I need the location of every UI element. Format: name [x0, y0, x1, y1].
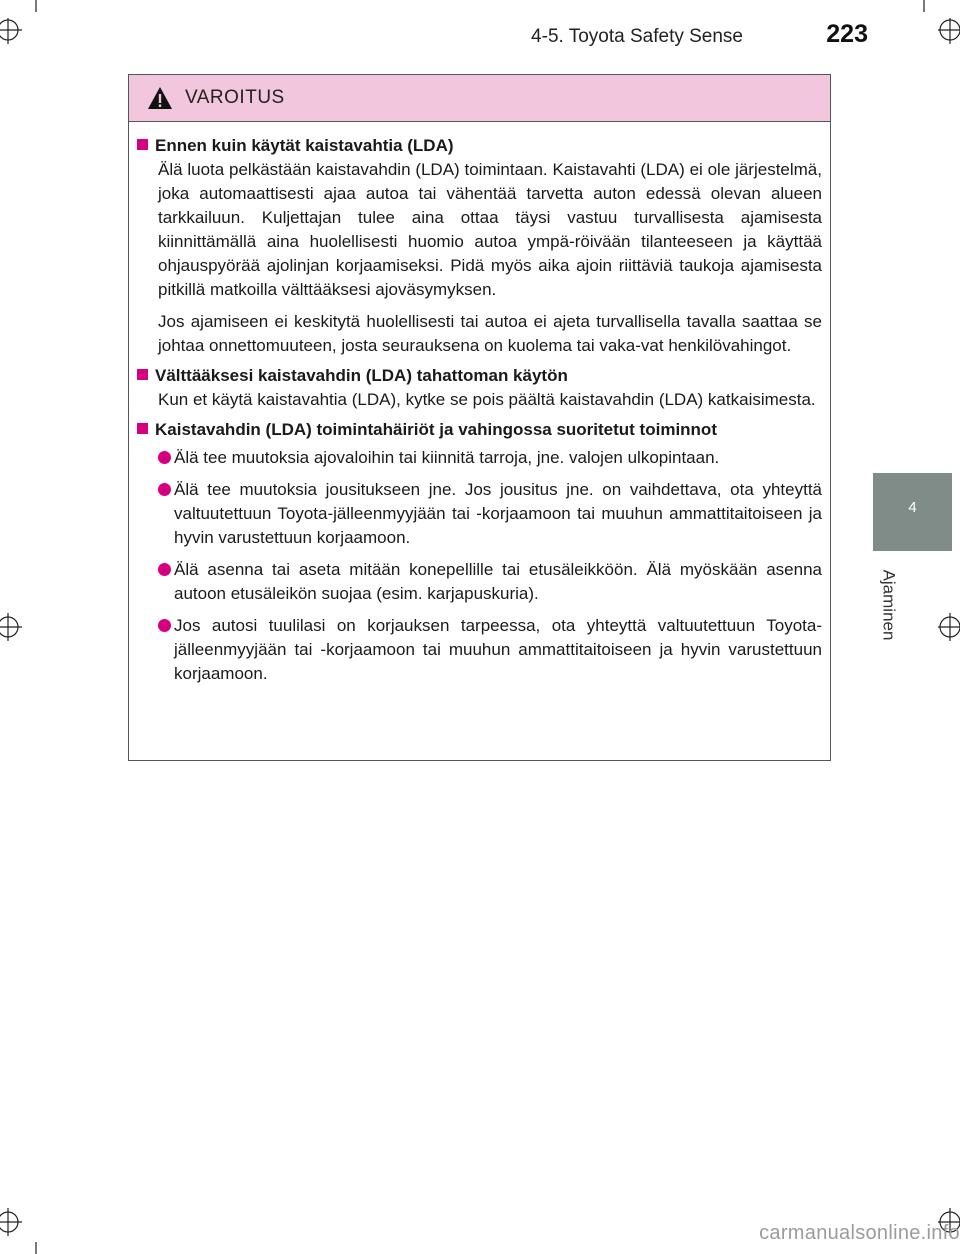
chapter-label	[868, 560, 908, 650]
circle-bullet-icon	[158, 558, 174, 606]
section-heading-text: Ennen kuin käytät kaistavahtia (LDA)	[155, 136, 454, 155]
list-item	[158, 446, 822, 470]
section-heading	[137, 418, 822, 442]
section-heading-text: Välttääksesi kaistavahdin (LDA) tahattoman käytön	[155, 366, 568, 385]
list-item-text: Jos autosi tuulilasi on korjauksen tarpeessa, ota yhteyttä valtuutettuun Toyota-jälleenmyyjään tai -korjaamoon tai muuhun ammattitaitoiseen ja hyvin varustettuun korjaamoon.	[174, 616, 822, 683]
list-item-text: Älä tee muutoksia jousitukseen jne. Jos jousitus jne. on vaihdettava, ota yhteyttä valtuutettuun Toyota-jälleenmyyjään tai -korjaamoon tai muuhun ammattitaitoiseen ja hyvin varustettuun korjaamoon.	[174, 480, 822, 547]
warning-triangle-icon	[147, 86, 173, 110]
section-header: 4-5. Toyota Safety Sense	[531, 26, 743, 47]
chapter-label-text: Ajaminen	[879, 569, 898, 641]
section-heading	[137, 364, 822, 388]
circle-bullet-icon	[158, 446, 174, 470]
warning-title: VAROITUS	[185, 87, 285, 108]
list-item-text: Älä tee muutoksia ajovaloihin tai kiinnitä tarroja, jne. valojen ulkopintaan.	[174, 448, 720, 467]
square-bullet-icon	[137, 423, 151, 442]
section-heading-text: Kaistavahdin (LDA) toimintahäiriöt ja vahingossa suoritetut toiminnot	[155, 420, 717, 439]
list-item-text: Älä asenna tai aseta mitään konepellille tai etusäleikköön. Älä myöskään asenna autoon etusäleikön suojaa (esim. karjapuskuria).	[174, 560, 822, 603]
list-item	[158, 478, 822, 550]
paragraph: Kun et käytä kaistavahtia (LDA), kytke se pois päältä kaistavahdin (LDA) katkaisimesta.	[158, 390, 816, 409]
circle-bullet-icon	[158, 614, 174, 686]
chapter-tab	[873, 473, 952, 551]
warning-box	[128, 74, 831, 761]
section-heading	[137, 134, 822, 158]
page-number: 223	[826, 20, 868, 48]
square-bullet-icon	[137, 139, 151, 158]
warning-content	[129, 122, 830, 686]
paragraph: Älä luota pelkästään kaistavahdin (LDA) toimintaan. Kaistavahti (LDA) ei ole järjestelmä, joka automaattisesti ajaa autoa tai vähentää tarvetta auton edessä olevan alueen tarkkailuun. Kuljettajan tulee aina ottaa täysi vastuu turvallisesta ajamisesta kiinnittämällä aina huolellisesti huomio autoa ympä-röivään tilanteeseen ja käyttää ohjauspyörää ajolinjan korjaamiseksi. Pidä myös aika ajoin riittäviä taukoja ajamisesta pitkillä matkoilla välttääksesi ajoväsymyksen.	[158, 160, 822, 299]
list-item	[158, 614, 822, 686]
chapter-number: 4	[908, 499, 917, 516]
square-bullet-icon	[137, 369, 151, 388]
paragraph: Jos ajamiseen ei keskitytä huolellisesti tai autoa ei ajeta turvallisella tavalla saattaa se johtaa onnettomuuteen, josta seurauksena on kuolema tai vaka-vat henkilövahingot.	[158, 312, 822, 355]
circle-bullet-icon	[158, 478, 174, 550]
watermark: carmanualsonline.info	[759, 1222, 960, 1244]
warning-header	[129, 75, 830, 122]
list-item	[158, 558, 822, 606]
